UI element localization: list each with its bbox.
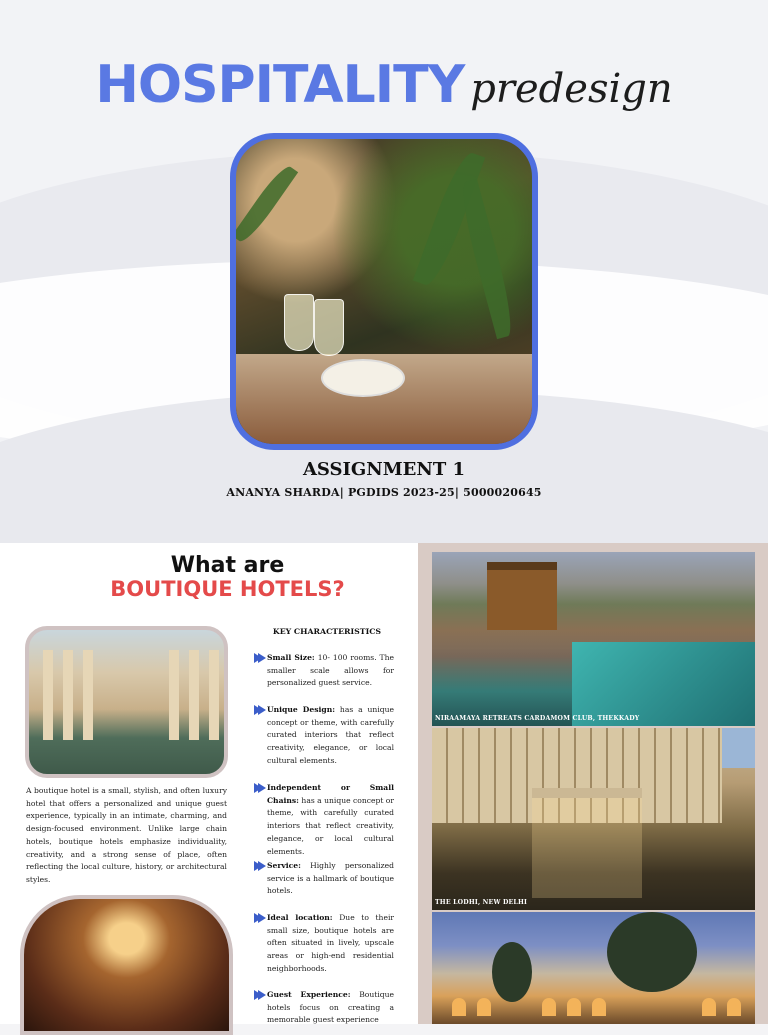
lit-archway	[727, 998, 741, 1016]
dining-pergola	[532, 788, 642, 898]
boutique-hotel-pool-image	[25, 626, 228, 778]
characteristic-text: Due to their small size, boutique hotels are often situated in lively, upscale areas or high-end residential neighborhoods.	[267, 913, 395, 973]
characteristic-text: 10- 100 rooms. The smaller scale allows for personalized guest service.	[267, 653, 395, 688]
sky	[722, 728, 755, 768]
colonnade-pillar	[189, 650, 199, 740]
characteristic-item	[254, 860, 394, 898]
characteristic-item	[254, 652, 394, 690]
tree	[492, 942, 532, 1002]
characteristic-term: Ideal location:	[267, 913, 333, 922]
characteristic-term: Independent or Small Chains:	[267, 783, 394, 805]
arrow-bullet-icon	[258, 913, 266, 923]
colonnade-pillar	[43, 650, 53, 740]
characteristic-item	[254, 912, 394, 976]
characteristic-item	[254, 704, 394, 768]
characteristic-text: Boutique hotels focus on creating a memorable guest experience	[267, 990, 394, 1025]
arrow-bullet-icon	[258, 705, 266, 715]
dinner-plate	[321, 359, 405, 397]
characteristic-term: Small Size:	[267, 653, 315, 662]
author-line: ANANYA SHARDA| PGDIDS 2023-25| 5000020645	[226, 486, 542, 499]
title-sub: predesign	[470, 66, 673, 112]
intro-paragraph: A boutique hotel is a small, stylish, and often luxury hotel that offers a personalized and unique guest experience, typically in an intimate, charming, and design-focused environment. Unlike large chain hotels, boutique hotels emphasize individuality, creativity, and a strong sense of place, often reflecting the local culture, history, or architectural styles.	[26, 786, 227, 884]
lit-archway	[542, 998, 556, 1016]
left-column	[0, 543, 418, 1024]
photo-niraamaya-retreats	[432, 552, 755, 726]
colonnade-pillar	[169, 650, 179, 740]
characteristic-term: Service:	[267, 861, 301, 870]
photo-caption: NIRAAMAYA RETREATS CARDAMOM CLUB, THEKKADY	[435, 715, 640, 722]
characteristic-term: Unique Design:	[267, 705, 336, 714]
heading-line-2: BOUTIQUE HOTELS?	[110, 577, 345, 601]
lit-archway	[452, 998, 466, 1016]
arrow-bullet-icon	[258, 783, 266, 793]
plant-leaf	[456, 179, 519, 339]
photo-the-lodhi	[432, 728, 755, 910]
arrow-bullet-icon	[258, 653, 266, 663]
characteristic-item	[254, 989, 394, 1027]
characteristic-term: Guest Experience:	[267, 990, 351, 999]
characteristic-text: Highly personalized service is a hallmark of boutique hotels.	[267, 861, 394, 896]
colonnade-pillar	[63, 650, 73, 740]
lit-archway	[702, 998, 716, 1016]
cover-title	[0, 55, 768, 115]
lit-archway	[477, 998, 491, 1016]
wine-glass	[314, 299, 344, 356]
assignment-title: ASSIGNMENT 1	[302, 459, 466, 480]
title-main: HOSPITALITY	[95, 55, 465, 115]
arrow-bullet-icon	[258, 990, 266, 1000]
tree	[607, 912, 697, 992]
arrow-bullet-icon	[258, 861, 266, 871]
wine-glass	[284, 294, 314, 351]
colonnade-pillar	[83, 650, 93, 740]
resort-pavilion	[487, 562, 557, 630]
characteristic-item	[254, 782, 394, 858]
plant-leaf	[232, 162, 298, 246]
boutique-hotel-lobby-image	[20, 895, 233, 1035]
colonnade-pillar	[209, 650, 219, 740]
lit-archway	[567, 998, 581, 1016]
characteristic-text: has a unique concept or theme, with carefully curated interiors that reflect creativity, elegance, or local cultural elements.	[267, 705, 394, 765]
photo-palace-hotel	[432, 912, 755, 1024]
lit-archway	[592, 998, 606, 1016]
characteristic-text: has a unique concept or theme, with carefully curated interiors that reflect creativity, elegance, or local cultural elements.	[267, 795, 395, 856]
key-characteristics-heading: KEY CHARACTERISTICS	[272, 627, 382, 636]
hero-image	[230, 133, 538, 450]
heading-line-1: What are	[170, 553, 285, 578]
photo-caption: THE LODHI, NEW DELHI	[435, 899, 528, 906]
swimming-pool	[572, 642, 755, 726]
